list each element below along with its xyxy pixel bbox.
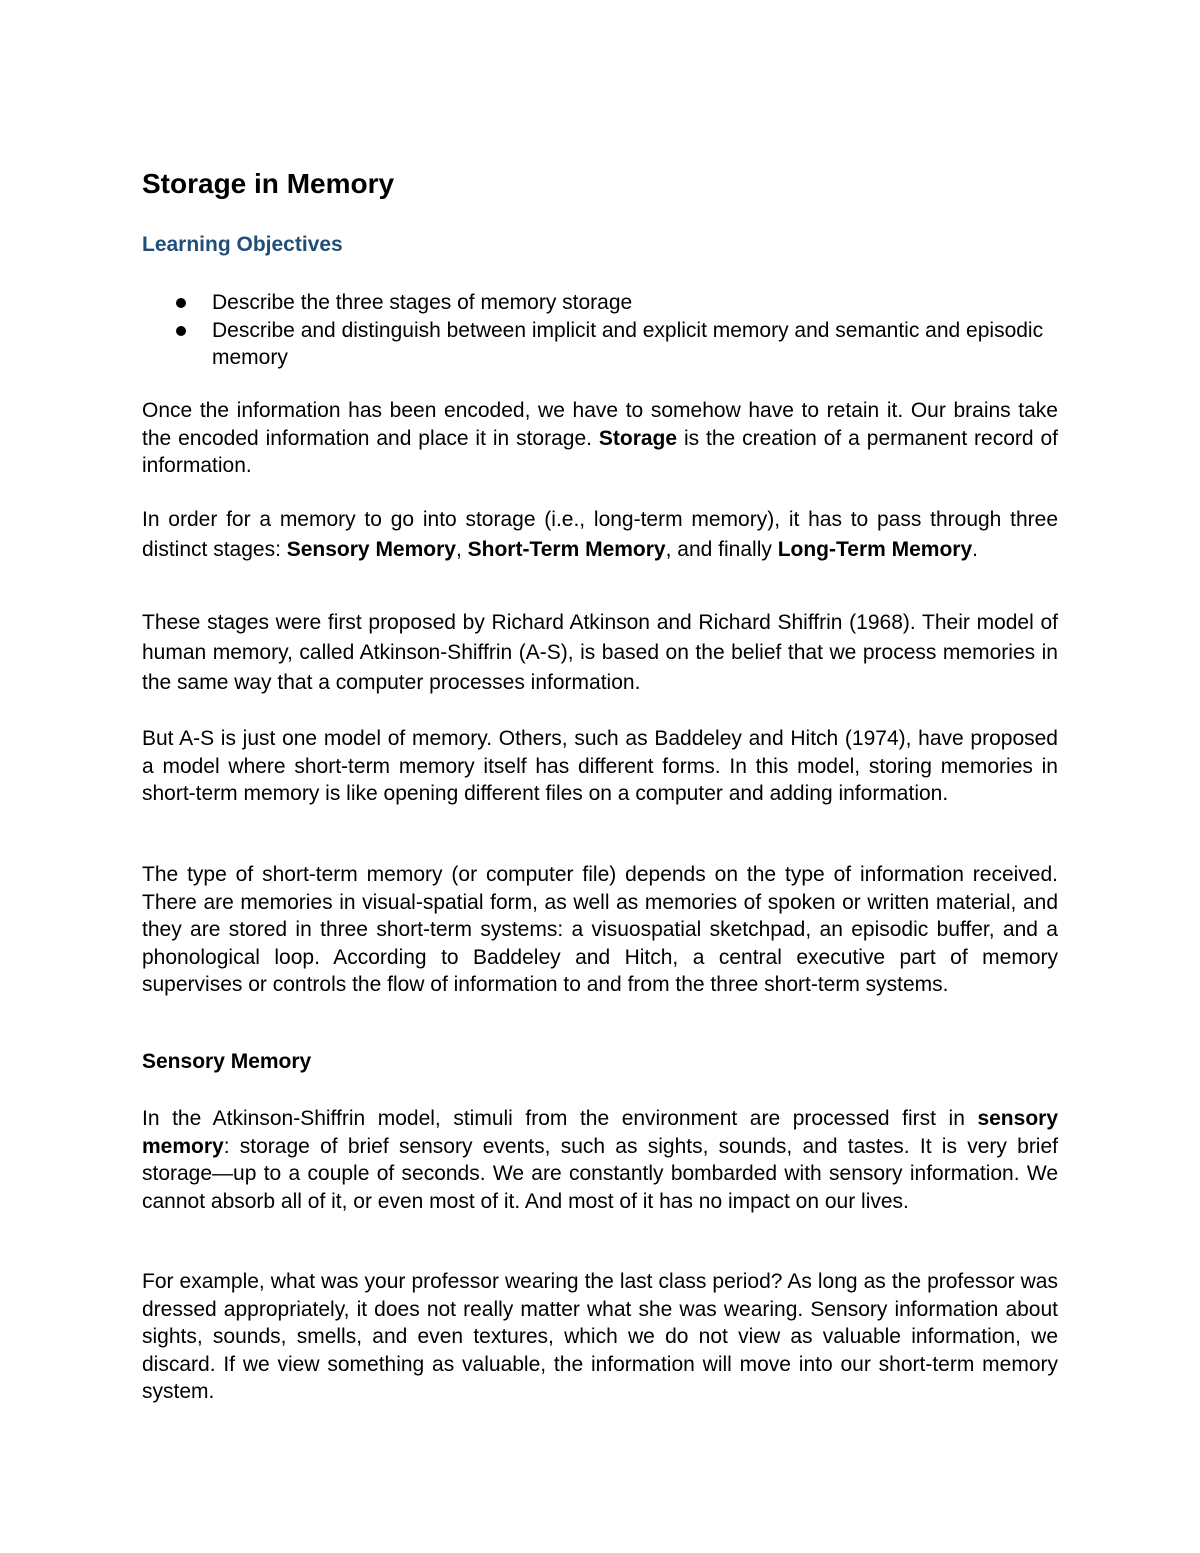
list-item-text: Describe and distinguish between implicit and explicit memory and semantic and episodic memory bbox=[212, 318, 1044, 369]
text-run: , bbox=[455, 538, 468, 561]
text-run: , and finally bbox=[665, 538, 778, 561]
bullet-icon bbox=[176, 298, 186, 308]
text-run: . bbox=[972, 538, 979, 561]
text-run: In order for a memory to go into storage (i.e., long-term memory), it has to pass through three distinct stages: bbox=[142, 508, 1058, 561]
paragraph-professor-example: For example, what was your professor wearing the last class period? As long as the professor was dressed appropriately, it does not really matter what she was wearing. Sensory information about sights, sounds, smells, and even textures, which we do not view as valuable information, we discard. If we view something as valuable, the information will move into our short-term memory system. bbox=[142, 1270, 1058, 1403]
paragraph-short-term-types: The type of short-term memory (or computer file) depends on the type of information received. There are memories in visual-spatial form, as well as memories of spoken or written material, and they are stored in three short-term systems: a visuospatial sketchpad, an episodic buffer, and a phonological loop. According to Baddeley and Hitch, a central executive part of memory supervises or controls the flow of information to and from the three short-term systems. bbox=[142, 863, 1058, 996]
paragraph-sensory-memory bbox=[142, 1105, 1058, 1215]
term-short-term-memory: Short-Term Memory bbox=[467, 538, 666, 561]
paragraph-baddeley-hitch: But A-S is just one model of memory. Others, such as Baddeley and Hitch (1974), have proposed a model where short-term memory itself has different forms. In this model, storing memories in short-term memory is like opening different files on a computer and adding information. bbox=[142, 727, 1058, 805]
term-sensory-memory: Sensory Memory bbox=[286, 538, 456, 561]
list-item bbox=[142, 289, 1058, 317]
list-item bbox=[142, 317, 1058, 372]
paragraph-atkinson-shiffrin: These stages were first proposed by Richard Atkinson and Richard Shiffrin (1968). Their model of human memory, called Atkinson-Shiffrin (A-S), is based on the belief that we process memories in the same way that a computer processes information. bbox=[142, 611, 1058, 694]
list-item-text: Describe the three stages of memory storage bbox=[212, 291, 633, 314]
bullet-icon bbox=[176, 326, 186, 336]
text-run: Once the information has been encoded, we have to somehow have to retain it. Our brains take the encoded information and place it in storage. bbox=[142, 399, 1058, 450]
paragraph-storage-definition bbox=[142, 397, 1058, 480]
term-storage: Storage bbox=[598, 426, 678, 450]
text-run: In the Atkinson-Shiffrin model, stimuli from the environment are processed first in bbox=[142, 1107, 978, 1130]
section-heading-sensory-memory: Sensory Memory bbox=[142, 1050, 312, 1073]
term-sensory-memory-inline: sensory memory bbox=[142, 1107, 1058, 1158]
term-long-term-memory: Long-Term Memory bbox=[777, 538, 973, 561]
text-run: is the creation of a permanent record of information. bbox=[142, 426, 1059, 477]
learning-objectives-heading: Learning Objectives bbox=[142, 233, 343, 256]
document-title: Storage in Memory bbox=[142, 168, 395, 199]
paragraph-three-stages bbox=[142, 505, 1058, 565]
text-run: : storage of brief sensory events, such as sights, sounds, and tastes. It is very brief storage—up to a couple of seconds. We are constantly bombarded with sensory information. We cannot absorb all of it, or even most of it. And most of it has no impact on our lives. bbox=[142, 1134, 1058, 1213]
learning-objectives-list bbox=[142, 289, 1058, 372]
